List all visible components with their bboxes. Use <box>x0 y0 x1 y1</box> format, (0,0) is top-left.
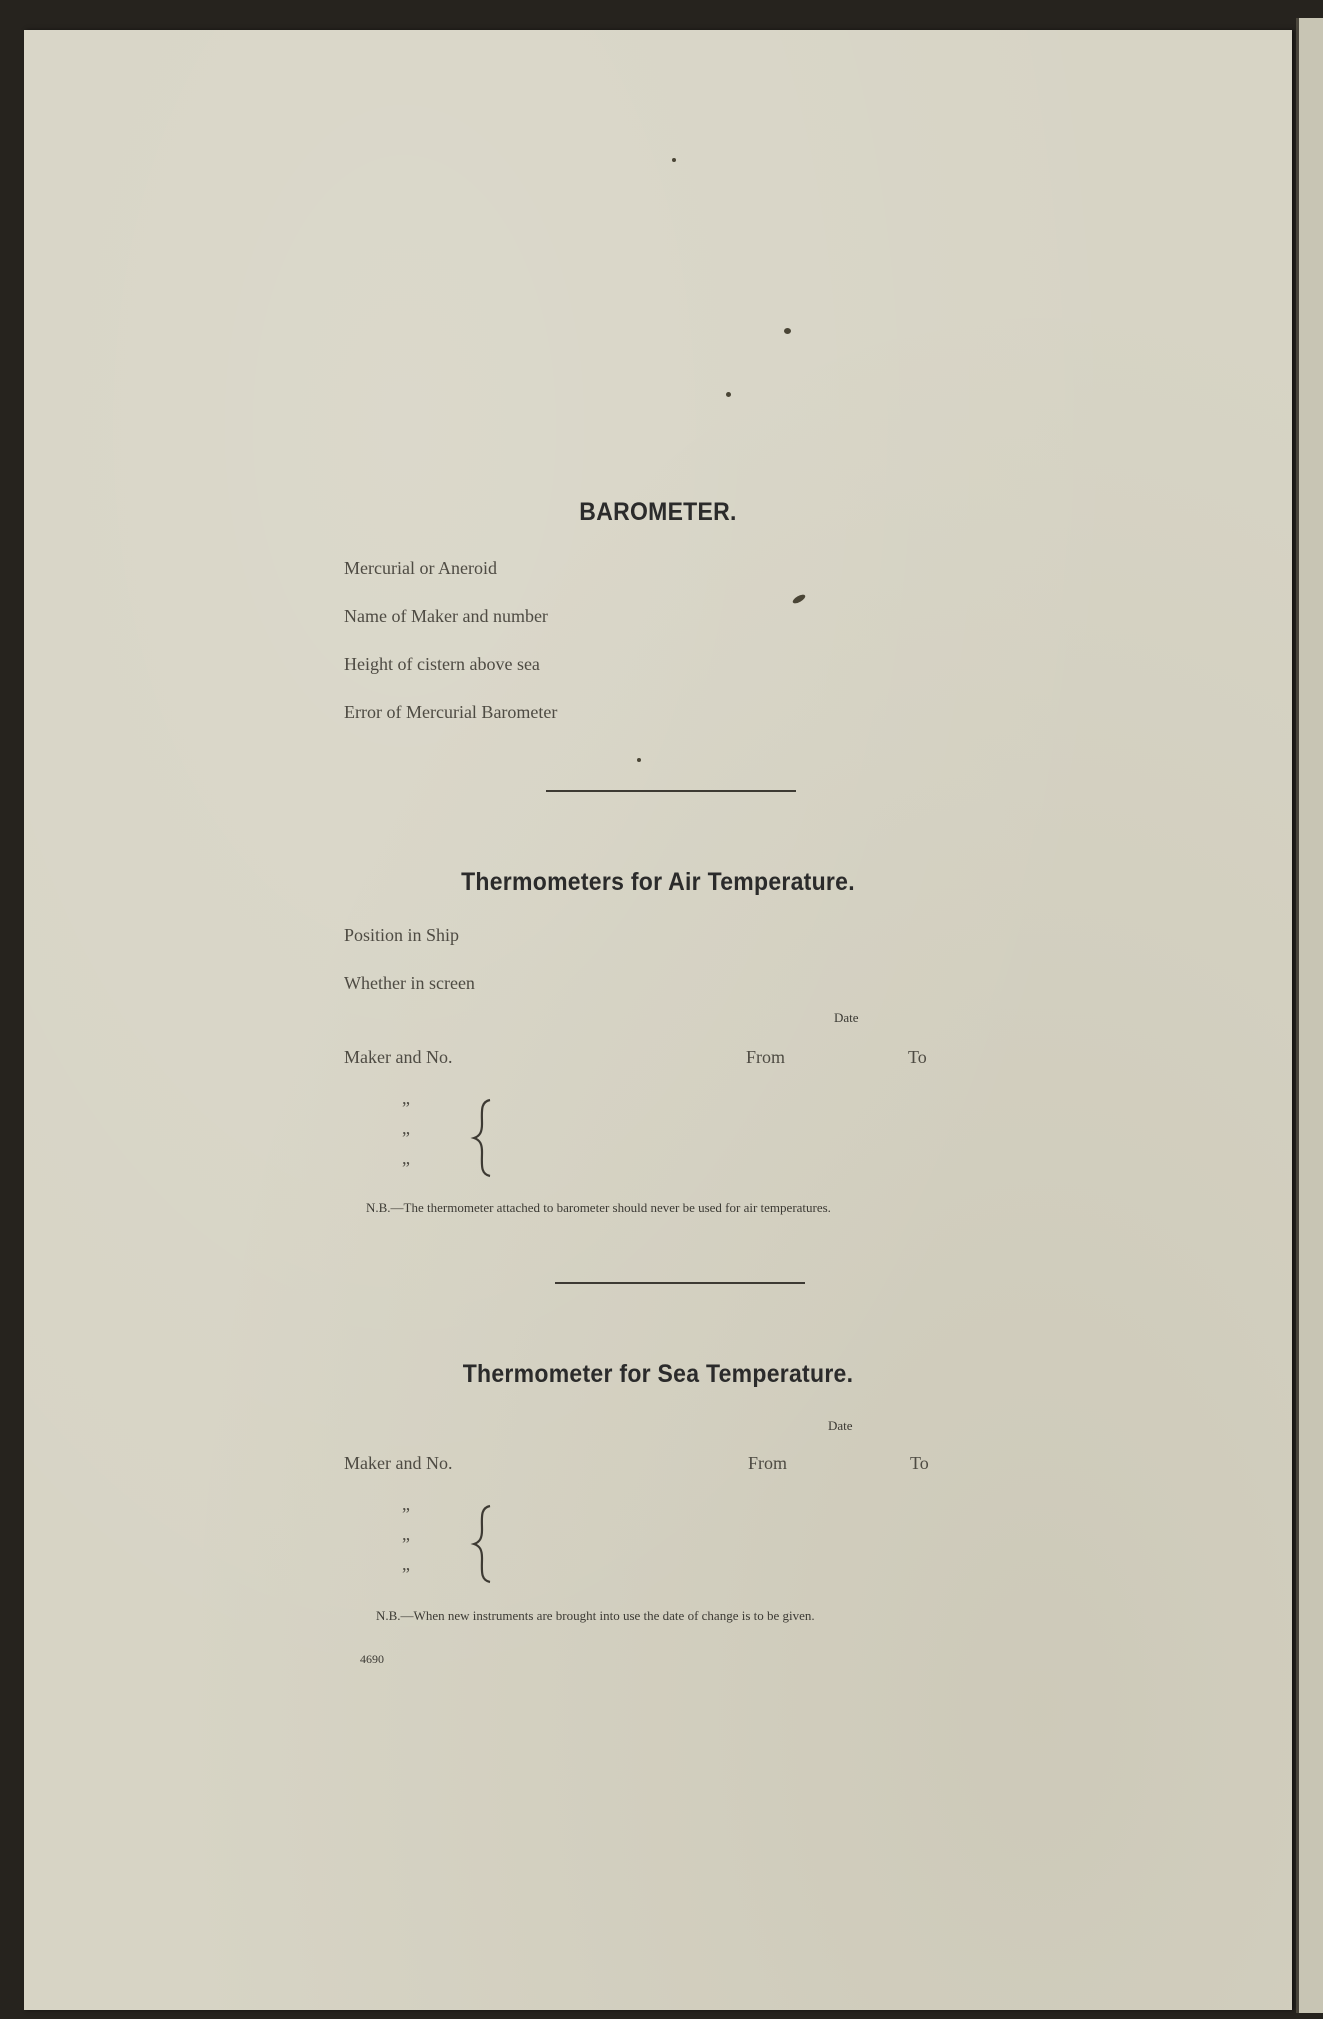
section-divider <box>555 1282 805 1284</box>
sea-maker-label: Maker and No. <box>344 1453 453 1473</box>
brace-mark <box>470 1504 498 1584</box>
ditto-mark: ” <box>402 1564 410 1584</box>
air-field-position: Position in Ship <box>344 925 460 945</box>
ditto-mark: ” <box>402 1534 410 1554</box>
air-thermometer-title: Thermometers for Air Temperature. <box>461 868 855 896</box>
stain-mark <box>791 593 806 605</box>
next-page-edge <box>1296 18 1323 2013</box>
air-field-screen: Whether in screen <box>344 973 475 993</box>
form-number: 4690 <box>360 1652 384 1666</box>
air-maker-label: Maker and No. <box>344 1047 453 1067</box>
ditto-mark: ” <box>402 1504 410 1524</box>
air-date-label: Date <box>834 1010 859 1025</box>
air-to-label: To <box>908 1047 927 1067</box>
brace-mark <box>470 1098 498 1178</box>
sea-from-label: From <box>748 1453 788 1473</box>
section-divider <box>546 790 796 792</box>
barometer-field-maker: Name of Maker and number <box>344 606 548 626</box>
sea-to-label: To <box>910 1453 929 1473</box>
stain-mark <box>672 158 676 162</box>
ditto-mark: ” <box>402 1098 410 1118</box>
barometer-title: BAROMETER. <box>579 498 737 526</box>
ditto-mark: ” <box>402 1158 410 1178</box>
barometer-field-error: Error of Mercurial Barometer <box>344 702 558 722</box>
sea-note: N.B.—When new instruments are brought into use the date of change is to be given. <box>376 1608 815 1623</box>
sea-thermometer-title: Thermometer for Sea Temperature. <box>462 1360 854 1388</box>
stain-mark <box>726 392 731 397</box>
stain-mark <box>784 328 791 334</box>
barometer-field-type: Mercurial or Aneroid <box>344 558 497 578</box>
stain-mark <box>637 758 641 762</box>
form-page <box>24 30 1292 2010</box>
air-from-label: From <box>746 1047 786 1067</box>
barometer-field-cistern-height: Height of cistern above sea <box>344 654 540 674</box>
air-note: N.B.—The thermometer attached to barometer should never be used for air temperatures. <box>366 1200 831 1215</box>
ditto-mark: ” <box>402 1128 410 1148</box>
sea-date-label: Date <box>828 1418 853 1433</box>
